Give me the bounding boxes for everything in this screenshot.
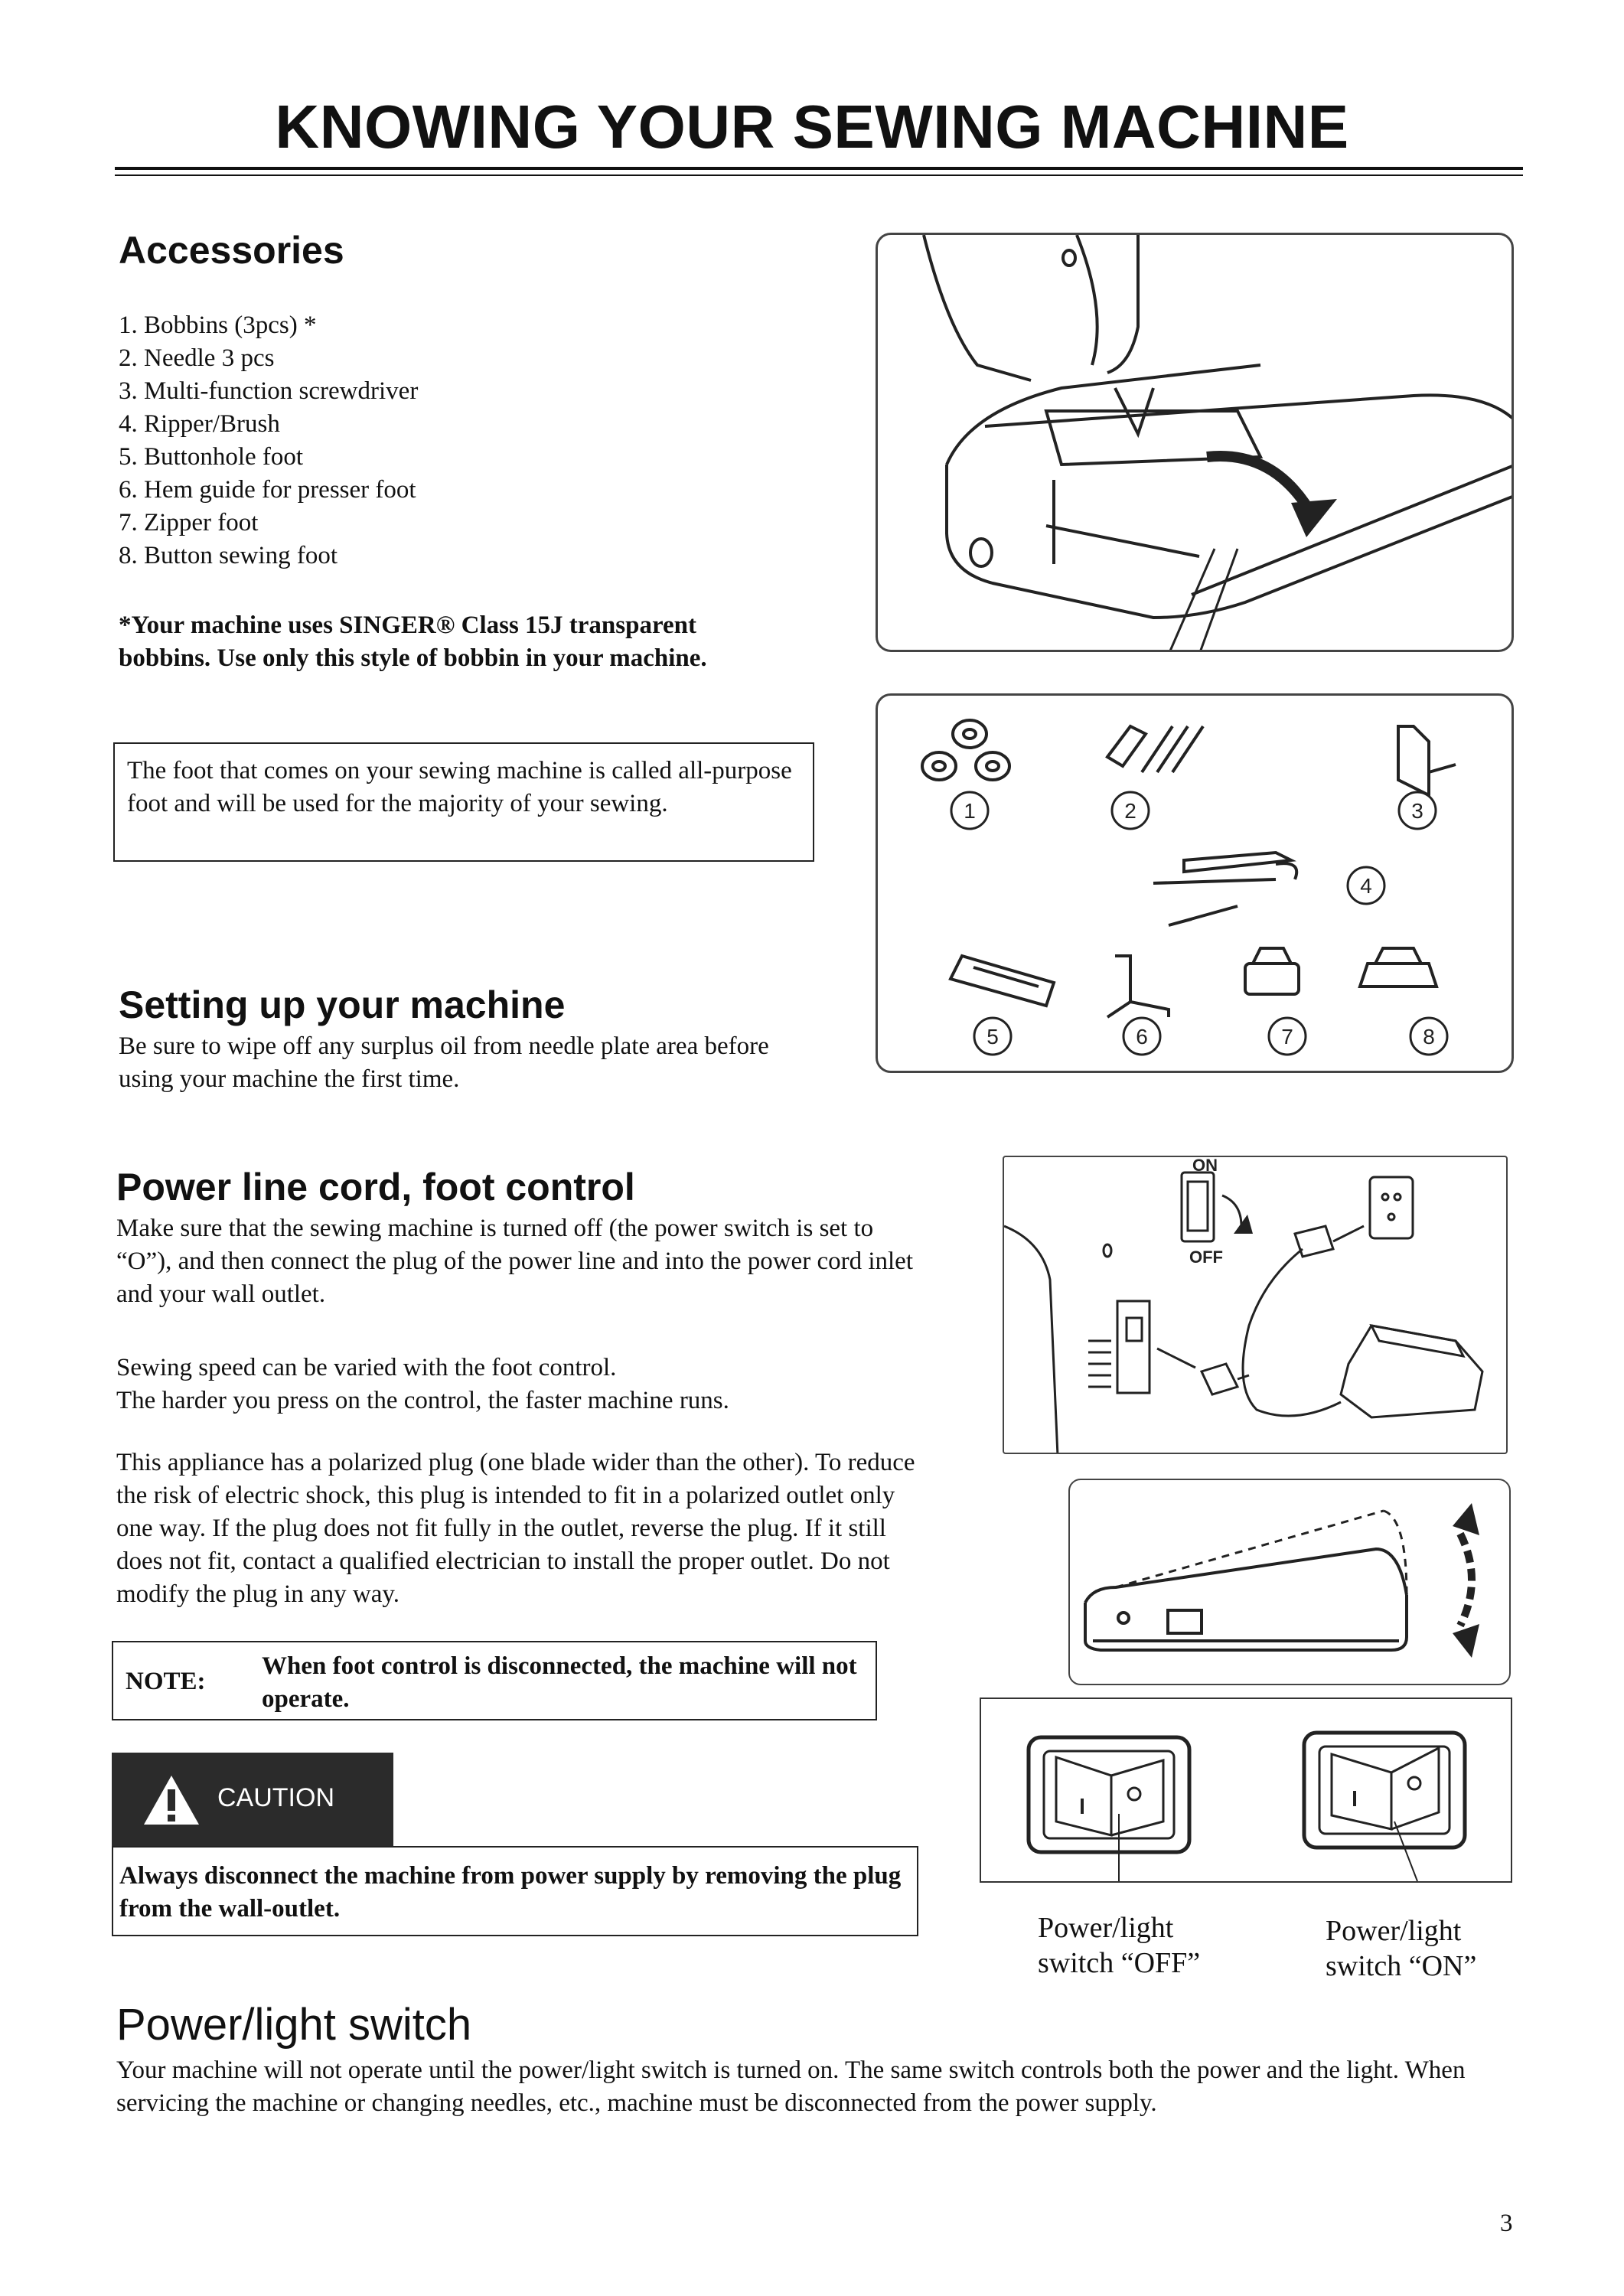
caution-box — [112, 1846, 918, 1936]
figure-number: 3 — [1411, 799, 1423, 823]
switch-drawing — [981, 1699, 1511, 1881]
title-rule-thin — [115, 174, 1523, 176]
caution-text: Always disconnect the machine from power supply by removing the plug from the wall-outlet. — [119, 1862, 902, 1923]
figure-number: 2 — [1124, 799, 1136, 823]
page-number: 3 — [1500, 2210, 1513, 2237]
bobbin-note-line: *Your machine uses SINGER® Class 15J transparent — [119, 612, 697, 639]
power-switch-heading: Power/light switch — [116, 2000, 472, 2050]
all-purpose-foot-box — [113, 742, 814, 862]
note-label: NOTE: — [126, 1668, 206, 1695]
accessory-item: 5. Buttonhole foot — [119, 443, 304, 471]
machine-figure — [876, 233, 1514, 652]
accessories-figure — [876, 693, 1514, 1073]
accessories-list — [119, 309, 807, 572]
accessory-item: 6. Hem guide for presser foot — [119, 476, 416, 504]
warning-icon — [141, 1773, 202, 1828]
figure-number: 7 — [1281, 1025, 1293, 1049]
switch-on-caption-line: Power/light — [1326, 1915, 1462, 1947]
caution-banner — [112, 1753, 393, 1848]
switch-off-label: OFF — [1189, 1247, 1223, 1267]
setup-heading: Setting up your machine — [119, 983, 566, 1026]
note-box — [112, 1641, 877, 1720]
power-cord-drawing — [1004, 1157, 1508, 1454]
foot-pedal-figure — [1068, 1479, 1511, 1685]
foot-pedal-drawing — [1070, 1480, 1511, 1685]
accessories-heading: Accessories — [119, 229, 344, 272]
switch-on-caption-line: switch “ON” — [1326, 1950, 1477, 1982]
accessory-item: 8. Button sewing foot — [119, 542, 338, 569]
accessory-item: 4. Ripper/Brush — [119, 410, 280, 438]
all-purpose-foot-text: The foot that comes on your sewing machine is called all-purpose foot and will be used for the majority of your sewing. — [127, 757, 792, 817]
figure-number: 4 — [1360, 874, 1372, 898]
polarized-plug-text: This appliance has a polarized plug (one blade wider than the other). To reduce the risk of electric shock, this plug is intended to fit in a polarized outlet only one way. If the plug does not fit fully in the outlet, reverse the plug. If it still does not fit, contact a qualified electrician to install the proper outlet. Do not modify the plug in any way. — [116, 1449, 915, 1608]
figure-number: 1 — [964, 799, 976, 823]
power-cord-para2 — [116, 1352, 928, 1417]
caution-label: CAUTION — [217, 1783, 334, 1812]
switch-off-caption-line: switch “OFF” — [1038, 1947, 1201, 1979]
accessory-item: 7. Zipper foot — [119, 509, 259, 536]
accessory-item: 1. Bobbins (3pcs) * — [119, 311, 317, 339]
power-cord-figure — [1003, 1156, 1508, 1454]
figure-number: 6 — [1136, 1025, 1148, 1049]
foot-control-speed-text: Sewing speed can be varied with the foot control. — [116, 1354, 617, 1381]
power-switch-text: Your machine will not operate until the power/light switch is turned on. The same switch controls both the power and the light. When servicing the machine or changing needles, etc., machine must be disconnected from the power supply. — [116, 2056, 1466, 2117]
accessories-drawing — [878, 696, 1514, 1073]
foot-control-press-text: The harder you press on the control, the faster machine runs. — [116, 1387, 729, 1414]
bobbin-note-line: bobbins. Use only this style of bobbin in your machine. — [119, 644, 707, 672]
title-rule — [115, 167, 1523, 170]
switch-on-caption — [1326, 1913, 1476, 1984]
switch-on-label: ON — [1192, 1157, 1218, 1175]
power-cord-heading: Power line cord, foot control — [116, 1166, 635, 1208]
figure-number: 8 — [1423, 1025, 1435, 1049]
power-cord-para1: Make sure that the sewing machine is turned off (the power switch is set to “O”), and then connect the plug of the power line and into the power cord inlet and your wall outlet. — [116, 1215, 913, 1308]
switch-figure — [980, 1698, 1512, 1883]
sewing-machine-drawing — [878, 235, 1514, 652]
switch-off-caption — [1038, 1910, 1200, 1981]
figure-number: 5 — [986, 1025, 999, 1049]
page-title: KNOWING YOUR SEWING MACHINE — [275, 93, 1349, 161]
note-text: When foot control is disconnected, the machine will not operate. — [262, 1652, 857, 1713]
bobbin-note — [119, 609, 884, 675]
accessory-item: 2. Needle 3 pcs — [119, 344, 275, 372]
switch-off-caption-line: Power/light — [1038, 1912, 1174, 1944]
accessory-item: 3. Multi-function screwdriver — [119, 377, 419, 405]
setup-text: Be sure to wipe off any surplus oil from needle plate area before using your machine the first time. — [119, 1032, 769, 1093]
